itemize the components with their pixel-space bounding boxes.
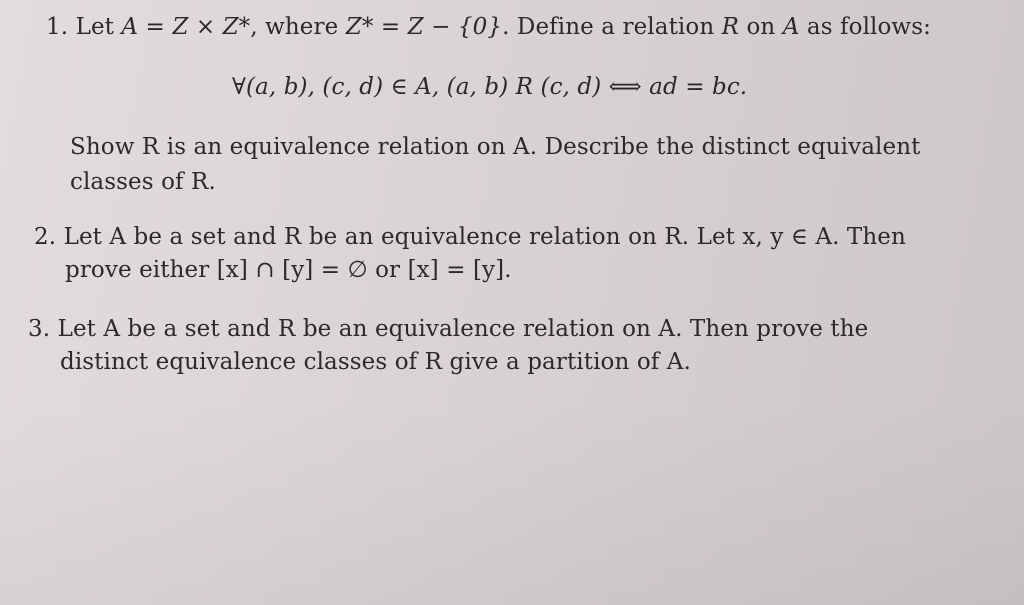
problem-1-define: . Define a relation [502, 14, 722, 40]
problem-1-display-formula: ∀(a, b), (c, d) ∈ A, (a, b) R (c, d) ⟺ ad = bc. [232, 74, 748, 100]
problem-1-as-follows: as follows: [799, 14, 931, 40]
problem-3-number: 3. [28, 316, 51, 342]
problem-1-relation-symbol: R [721, 14, 740, 40]
problem-1-line-1 [46, 16, 931, 39]
paper-shading [0, 400, 1024, 605]
problem-1-line-3: Show R is an equivalence relation on A. Describe the distinct equivalent [70, 134, 921, 160]
problem-3-line-2: distinct equivalence classes of R give a partition of A. [60, 349, 691, 375]
problem-3-line-1 [28, 318, 868, 341]
problem-2-line-2: prove either [x] ∩ [y] = ∅ or [x] = [y]. [65, 257, 512, 283]
problem-1-line-4: classes of R. [70, 169, 216, 195]
problem-1-where: , where [250, 14, 346, 40]
problem-1-lead: Let [75, 14, 122, 40]
problem-1-zstar-definition: Z* = Z − {0} [345, 14, 503, 40]
problem-2-text-1: Let A be a set and R be an equivalence relation on R. Let x, y ∈ A. Then [63, 224, 906, 250]
problem-1-number: 1. [46, 14, 69, 40]
problem-1-set-definition: A = Z × Z* [121, 14, 251, 40]
problem-2-number: 2. [34, 224, 57, 250]
problem-1-on: on [739, 14, 783, 40]
problem-2-line-1 [34, 226, 906, 249]
problem-3-text-1: Let A be a set and R be an equivalence relation on A. Then prove the [57, 316, 869, 342]
problem-1-set-symbol: A [782, 14, 800, 40]
